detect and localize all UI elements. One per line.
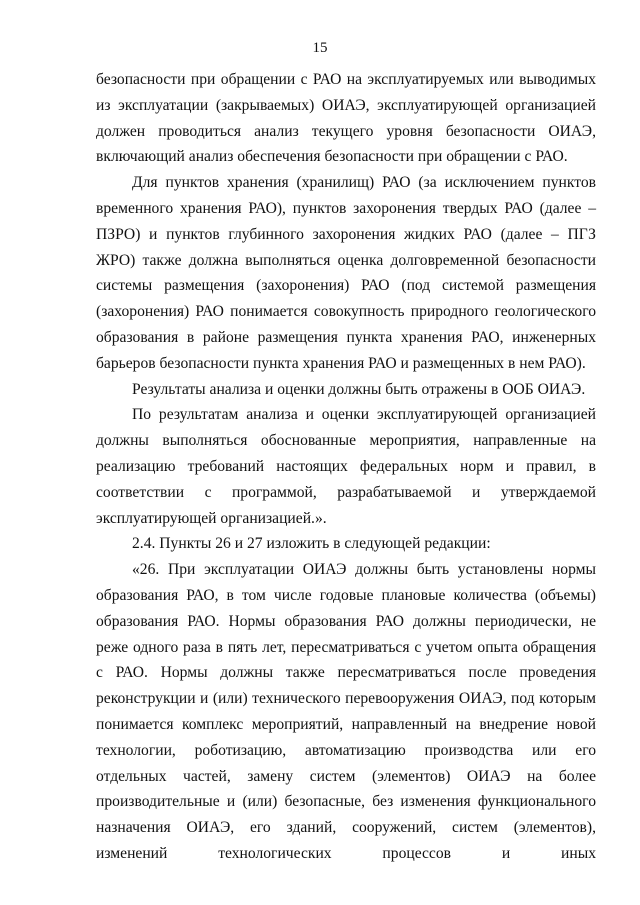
paragraph-amendment: 2.4. Пункты 26 и 27 изложить в следующей редакции: [132, 535, 491, 553]
paragraph-item-26: «26. При эксплуатации ОИАЭ должны быть установлены нормы образования РАО, в том числе годовые плановые количества (объемы) образования РАО. Нормы образования РАО должны периодически, не реже одного раза в пять лет, пересматриваться с учетом опыта обращения с РАО. Нормы должны также пересматриваться после проведения реконструкции и (или) технического перевооружения ОИАЭ, под которым понимается комплекс мероприятий, направленный на внедрение новой технологии, роботизацию, автоматизацию производства или его отдельных частей, замену систем (элементов) ОИАЭ на более производительные и (или) безопасные, без изменения функционального назначения ОИАЭ, его зданий, сооружений, систем (элементов), изменений технологических процессов и иных [96, 561, 596, 862]
paragraph-continuation: безопасности при обращении с РАО на эксплуатируемых или выводимых из эксплуатации (закрываемых) ОИАЭ, эксплуатирующей организацией должен проводиться анализ текущего уровня безопасности ОИАЭ, включающий анализ обеспечения безопасности при обращении с РАО. [96, 71, 596, 166]
paragraph-results: Результаты анализа и оценки должны быть отражены в ООБ ОИАЭ. [132, 380, 586, 398]
document-body [96, 67, 596, 867]
paragraph-storage-assessment: Для пунктов хранения (хранилищ) РАО (за исключением пунктов временного хранения РАО), пунктов захоронения твердых РАО (далее – ПЗРО) и пунктов глубинного захоронения жидких РАО (далее – ПГЗ ЖРО) также должна выполняться оценка долговременной безопасности системы размещения (захоронения) РАО (под системой размещения (захоронения) РАО понимается совокупность природного геологического образования в районе размещения пункта хранения РАО, инженерных барьеров безопасности пункта хранения РАО и размещенных в нем РАО). [96, 174, 596, 372]
page-number: 15 [312, 40, 328, 56]
paragraph-measures: По результатам анализа и оценки эксплуатирующей организацией должны выполняться обоснованные мероприятия, направленные на реализацию требований настоящих федеральных норм и правил, в соответствии с программой, разрабатываемой и утверждаемой эксплуатирующей организацией.». [96, 406, 596, 527]
